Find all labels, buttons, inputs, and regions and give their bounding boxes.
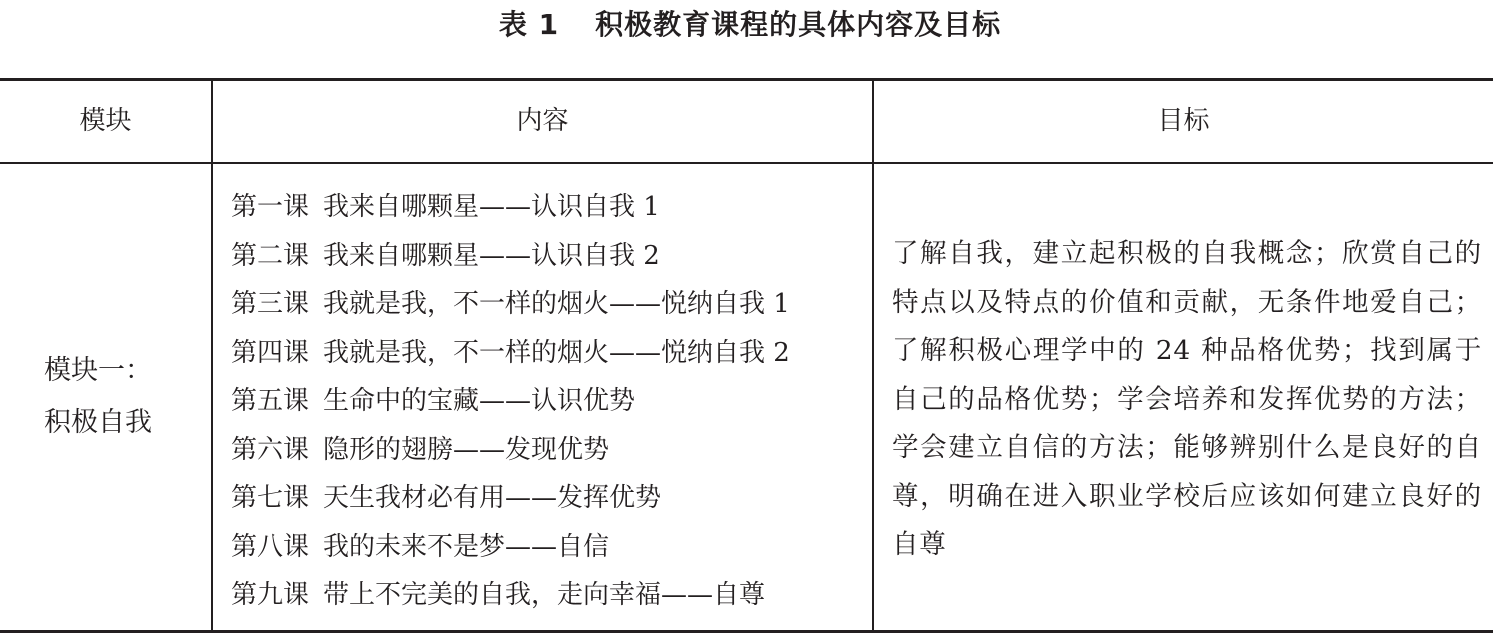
lesson-title: 天生我材必有用——发挥优势 bbox=[323, 483, 662, 513]
table-number: 表 1 bbox=[498, 8, 560, 41]
lesson-item bbox=[231, 571, 867, 620]
lesson-item bbox=[231, 232, 867, 281]
lesson-item bbox=[231, 280, 867, 329]
table-title: 积极教育课程的具体内容及目标 bbox=[595, 8, 1002, 41]
lesson-number: 第三课 bbox=[231, 289, 310, 319]
lesson-item bbox=[231, 426, 867, 475]
lesson-title: 我来自哪颗星——认识自我 2 bbox=[323, 240, 660, 271]
lesson-number: 第四课 bbox=[231, 337, 310, 368]
header-content: 内容 bbox=[516, 106, 569, 136]
goal-text: 了解自我，建立起积极的自我概念；欣赏自己的特点以及特点的价值和贡献，无条件地爱自己；了解积极心理学中的 24 种品格优势；找到属于自己的品格优势；学会培养和发挥优势的方法；学会建立自信的方法；能够辨别什么是良好的自尊，明确在进入职业学校后应该如何建立良好的自尊 bbox=[892, 238, 1482, 560]
lesson-number: 第一课 bbox=[231, 192, 310, 222]
header-module: 模块 bbox=[79, 106, 132, 136]
lesson-title: 我就是我，不一样的烟火——悦纳自我 2 bbox=[323, 337, 790, 368]
lesson-number: 第六课 bbox=[231, 434, 310, 465]
module-name: 积极自我 bbox=[44, 407, 152, 438]
lesson-title: 我就是我，不一样的烟火——悦纳自我 1 bbox=[323, 289, 790, 319]
module-cell bbox=[0, 164, 211, 630]
lesson-list bbox=[231, 183, 867, 620]
lesson-title: 我的未来不是梦——自信 bbox=[323, 531, 610, 562]
lesson-item bbox=[231, 377, 867, 426]
lesson-item bbox=[231, 523, 867, 572]
header-goal: 目标 bbox=[1157, 106, 1210, 136]
lesson-number: 第五课 bbox=[231, 386, 310, 416]
lesson-title: 带上不完美的自我，走向幸福——自尊 bbox=[323, 580, 766, 610]
table-header-rule bbox=[0, 162, 1493, 164]
module-label: 模块一： bbox=[44, 355, 152, 386]
table-bottom-rule bbox=[0, 630, 1493, 633]
lesson-title: 生命中的宝藏——认识优势 bbox=[323, 386, 636, 416]
table-caption bbox=[0, 0, 1500, 52]
lesson-item bbox=[231, 474, 867, 523]
lesson-title: 隐形的翅膀——发现优势 bbox=[323, 434, 610, 465]
lesson-item bbox=[231, 183, 867, 232]
lesson-number: 第八课 bbox=[231, 531, 310, 562]
lesson-number: 第二课 bbox=[231, 240, 310, 271]
lesson-title: 我来自哪颗星——认识自我 1 bbox=[323, 192, 660, 222]
lesson-number: 第七课 bbox=[231, 483, 310, 513]
lesson-number: 第九课 bbox=[231, 580, 310, 610]
column-divider-2 bbox=[872, 80, 874, 631]
lesson-item bbox=[231, 329, 867, 378]
column-divider-1 bbox=[211, 80, 213, 631]
